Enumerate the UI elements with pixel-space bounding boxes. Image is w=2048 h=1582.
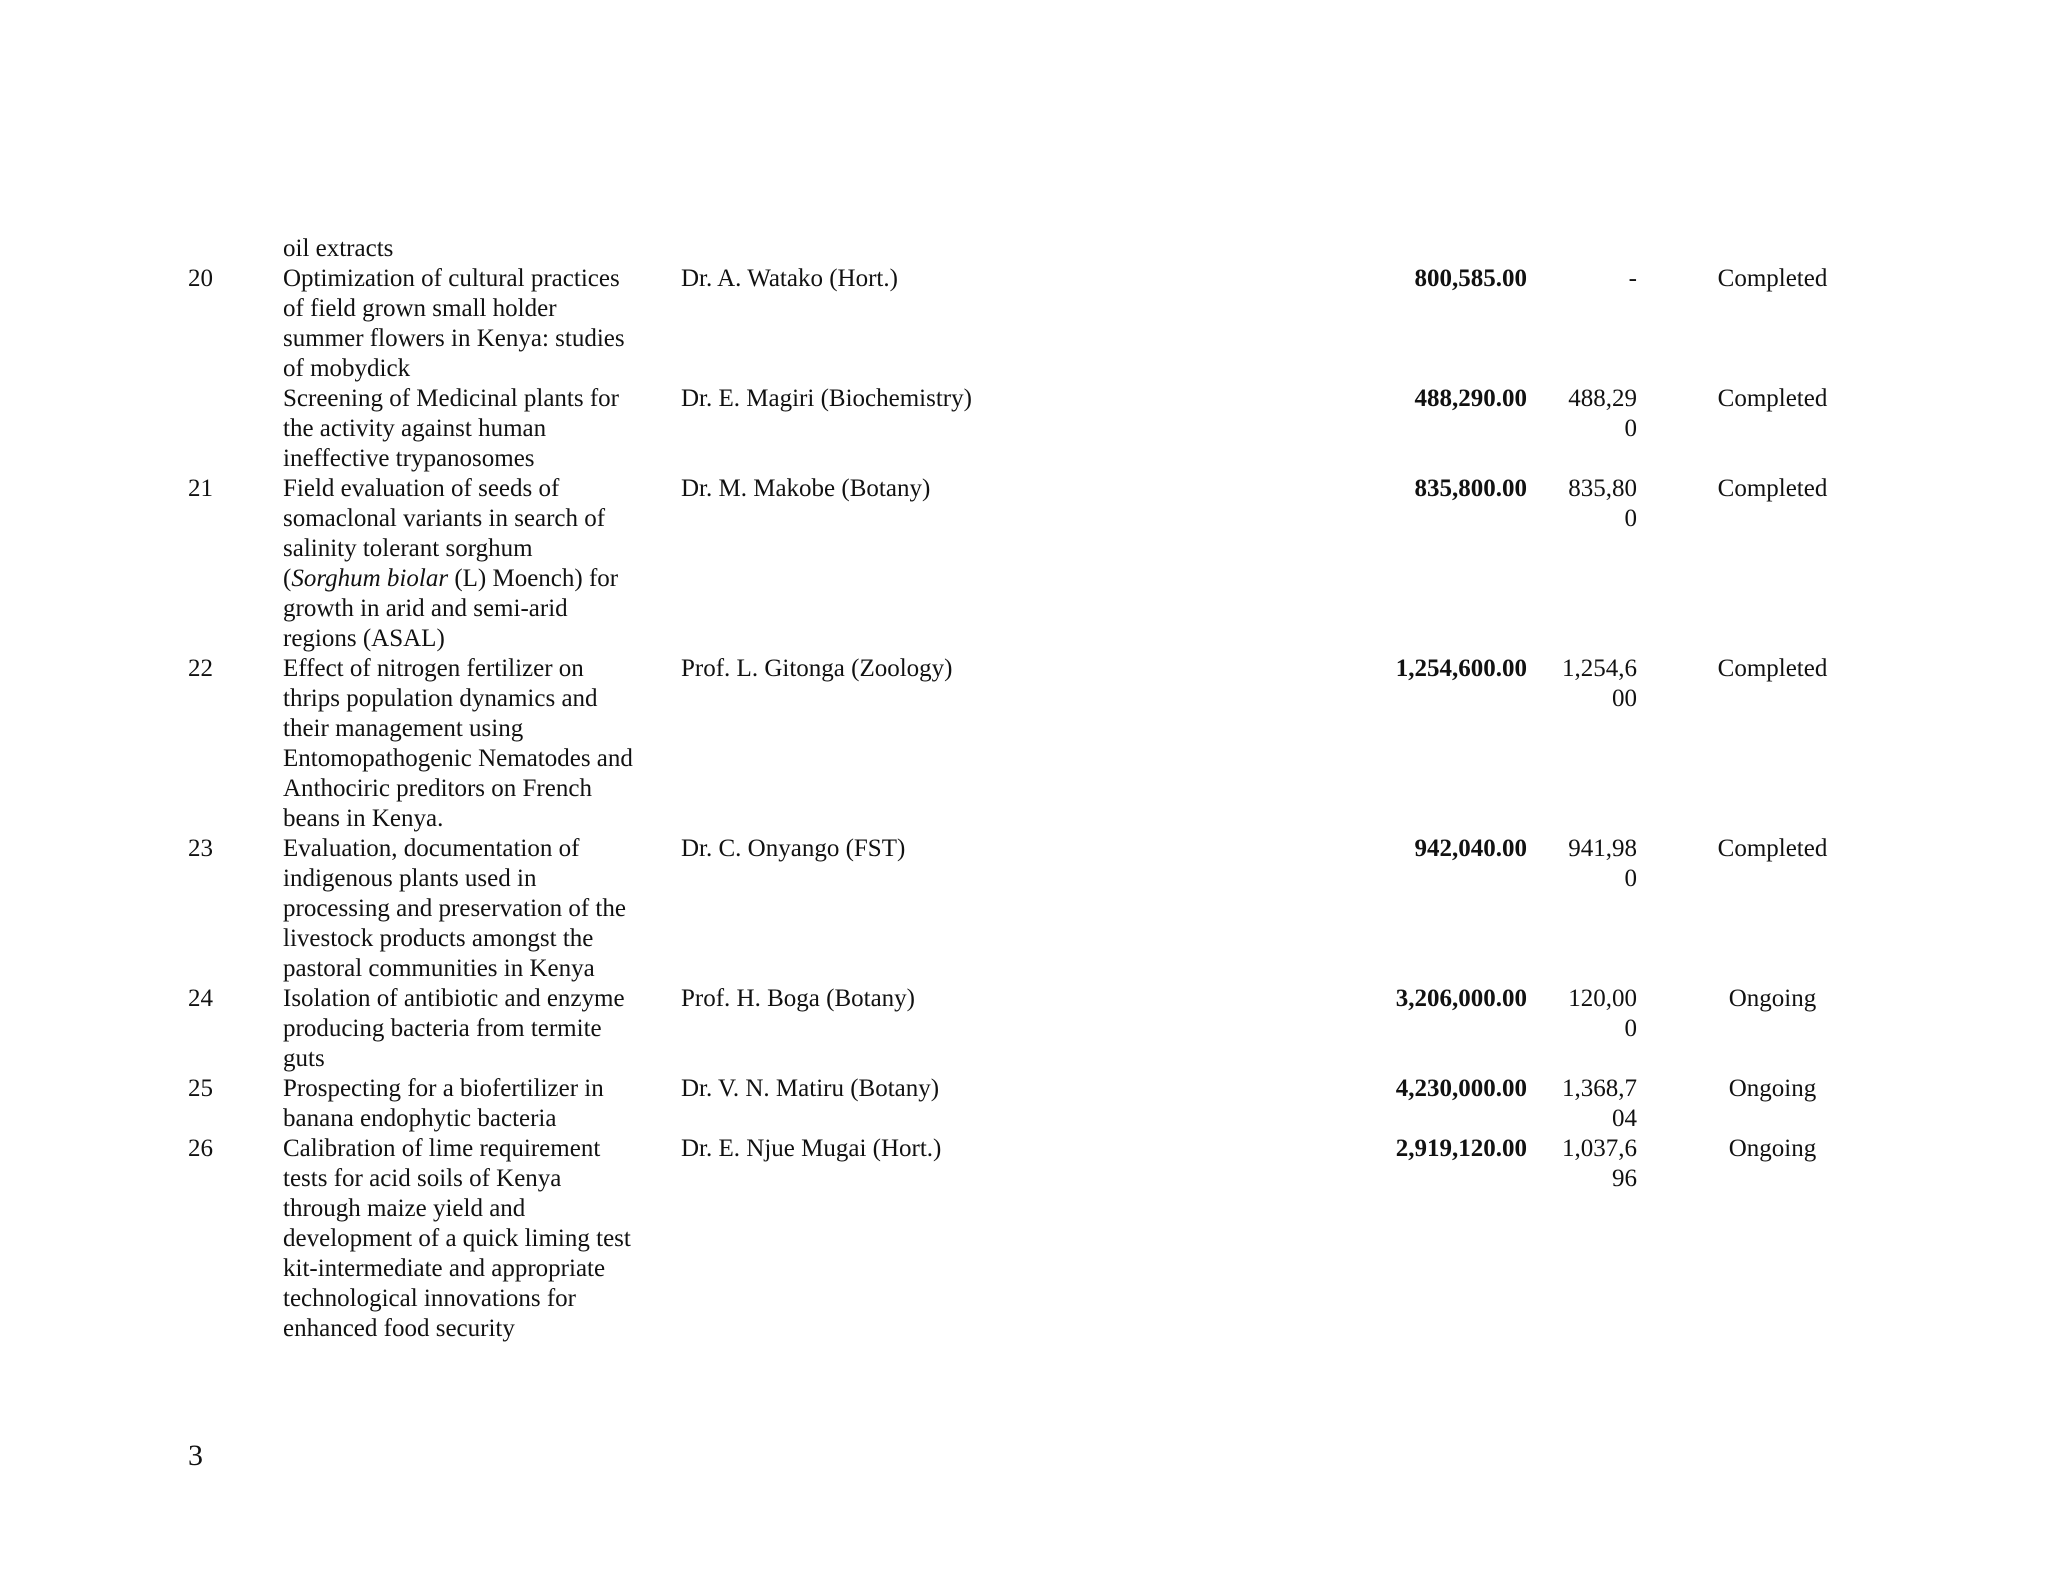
- project-title-line: regions (ASAL): [283, 625, 445, 652]
- amount-disbursed: 1,037,6: [1562, 1135, 1637, 1162]
- project-title-line: salinity tolerant sorghum: [283, 535, 533, 562]
- investigator: Dr. C. Onyango (FST): [681, 835, 906, 862]
- title-text: (: [283, 565, 292, 592]
- project-title-line: Field evaluation of seeds of: [283, 475, 560, 502]
- project-title-line: kit-intermediate and appropriate: [283, 1255, 606, 1282]
- amount-disbursed: 1,254,6: [1562, 655, 1637, 682]
- project-title-line: of mobydick: [283, 355, 411, 382]
- project-title-line: processing and preservation of the: [283, 895, 626, 922]
- amount-awarded: 800,585.00: [1414, 265, 1527, 292]
- project-title-line: banana endophytic bacteria: [283, 1105, 557, 1132]
- project-title-line: Anthociric preditors on French: [283, 775, 592, 802]
- project-title-line: Entomopathogenic Nematodes and: [283, 745, 633, 772]
- amount-disbursed: 941,98: [1568, 835, 1637, 862]
- project-title-line: of field grown small holder: [283, 295, 557, 322]
- investigator: Dr. V. N. Matiru (Botany): [681, 1075, 940, 1102]
- amount-awarded: 3,206,000.00: [1395, 985, 1527, 1012]
- project-title-line: beans in Kenya.: [283, 805, 444, 832]
- amount-disbursed: 00: [1612, 685, 1637, 712]
- investigator: Dr. A. Watako (Hort.): [681, 265, 898, 292]
- project-title-line: Optimization of cultural practices: [283, 265, 620, 292]
- amount-disbursed: 96: [1612, 1165, 1637, 1192]
- amount-awarded: 835,800.00: [1414, 475, 1527, 502]
- project-title-line: guts: [283, 1045, 325, 1072]
- row-number: 26: [188, 1135, 213, 1162]
- project-status: Completed: [1717, 655, 1828, 682]
- amount-awarded: 488,290.00: [1414, 385, 1527, 412]
- project-title-line: Effect of nitrogen fertilizer on: [283, 655, 584, 682]
- project-title-line: thrips population dynamics and: [283, 685, 598, 712]
- page-number: 3: [188, 1439, 203, 1472]
- row-number: 20: [188, 265, 213, 292]
- amount-disbursed: 04: [1612, 1105, 1637, 1132]
- amount-disbursed: 0: [1624, 1015, 1637, 1042]
- amount-disbursed: 1,368,7: [1562, 1075, 1637, 1102]
- amount-disbursed: -: [1628, 265, 1637, 292]
- row-number: 24: [188, 985, 213, 1012]
- project-title-line: enhanced food security: [283, 1315, 515, 1342]
- project-title-line: pastoral communities in Kenya: [283, 955, 595, 982]
- project-title-line: Isolation of antibiotic and enzyme: [283, 985, 625, 1012]
- project-title-line: Prospecting for a biofertilizer in: [283, 1075, 604, 1102]
- project-status: Ongoing: [1728, 985, 1817, 1012]
- project-title-line: summer flowers in Kenya: studies: [283, 325, 625, 352]
- investigator: Dr. E. Njue Mugai (Hort.): [681, 1135, 942, 1162]
- amount-awarded: 4,230,000.00: [1395, 1075, 1527, 1102]
- amount-awarded: 1,254,600.00: [1395, 655, 1527, 682]
- investigator: Prof. L. Gitonga (Zoology): [681, 655, 953, 682]
- project-status: Ongoing: [1728, 1075, 1817, 1102]
- project-title-line: growth in arid and semi-arid: [283, 595, 568, 622]
- project-status: Completed: [1717, 385, 1828, 412]
- project-title-line: tests for acid soils of Kenya: [283, 1165, 562, 1192]
- project-title-line: [283, 564, 618, 594]
- species-name: Sorghum biolar: [291, 565, 449, 592]
- project-status: Completed: [1717, 835, 1828, 862]
- project-title-line: the activity against human: [283, 415, 547, 442]
- investigator: Dr. M. Makobe (Botany): [681, 475, 931, 502]
- amount-disbursed: 120,00: [1568, 985, 1637, 1012]
- project-status: Completed: [1717, 475, 1828, 502]
- project-title-line: indigenous plants used in: [283, 865, 537, 892]
- investigator: Prof. H. Boga (Botany): [681, 985, 915, 1012]
- project-status: Ongoing: [1728, 1135, 1817, 1162]
- row-number: 22: [188, 655, 213, 682]
- amount-disbursed: 0: [1624, 505, 1637, 532]
- title-text: (L) Moench) for: [448, 565, 619, 592]
- amount-awarded: 942,040.00: [1414, 835, 1527, 862]
- project-title-line: ineffective trypanosomes: [283, 445, 535, 472]
- project-title-line: their management using: [283, 715, 524, 742]
- project-title-line: somaclonal variants in search of: [283, 505, 606, 532]
- row-number: 21: [188, 475, 213, 502]
- amount-awarded: 2,919,120.00: [1395, 1135, 1527, 1162]
- project-title-line: through maize yield and: [283, 1195, 526, 1222]
- project-title-line: producing bacteria from termite: [283, 1015, 602, 1042]
- amount-disbursed: 0: [1624, 415, 1637, 442]
- project-title-line: development of a quick liming test: [283, 1225, 631, 1252]
- row-number: 23: [188, 835, 213, 862]
- investigator: Dr. E. Magiri (Biochemistry): [681, 385, 972, 412]
- project-title-line: technological innovations for: [283, 1285, 576, 1312]
- project-title-line: Evaluation, documentation of: [283, 835, 580, 862]
- project-title-line: Screening of Medicinal plants for: [283, 385, 620, 412]
- project-status: Completed: [1717, 265, 1828, 292]
- amount-disbursed: 0: [1624, 865, 1637, 892]
- amount-disbursed: 835,80: [1568, 475, 1637, 502]
- project-title-line: livestock products amongst the: [283, 925, 594, 952]
- row-number: 25: [188, 1075, 213, 1102]
- project-title-line: Calibration of lime requirement: [283, 1135, 601, 1162]
- continuation-text: oil extracts: [283, 235, 394, 262]
- amount-disbursed: 488,29: [1568, 385, 1637, 412]
